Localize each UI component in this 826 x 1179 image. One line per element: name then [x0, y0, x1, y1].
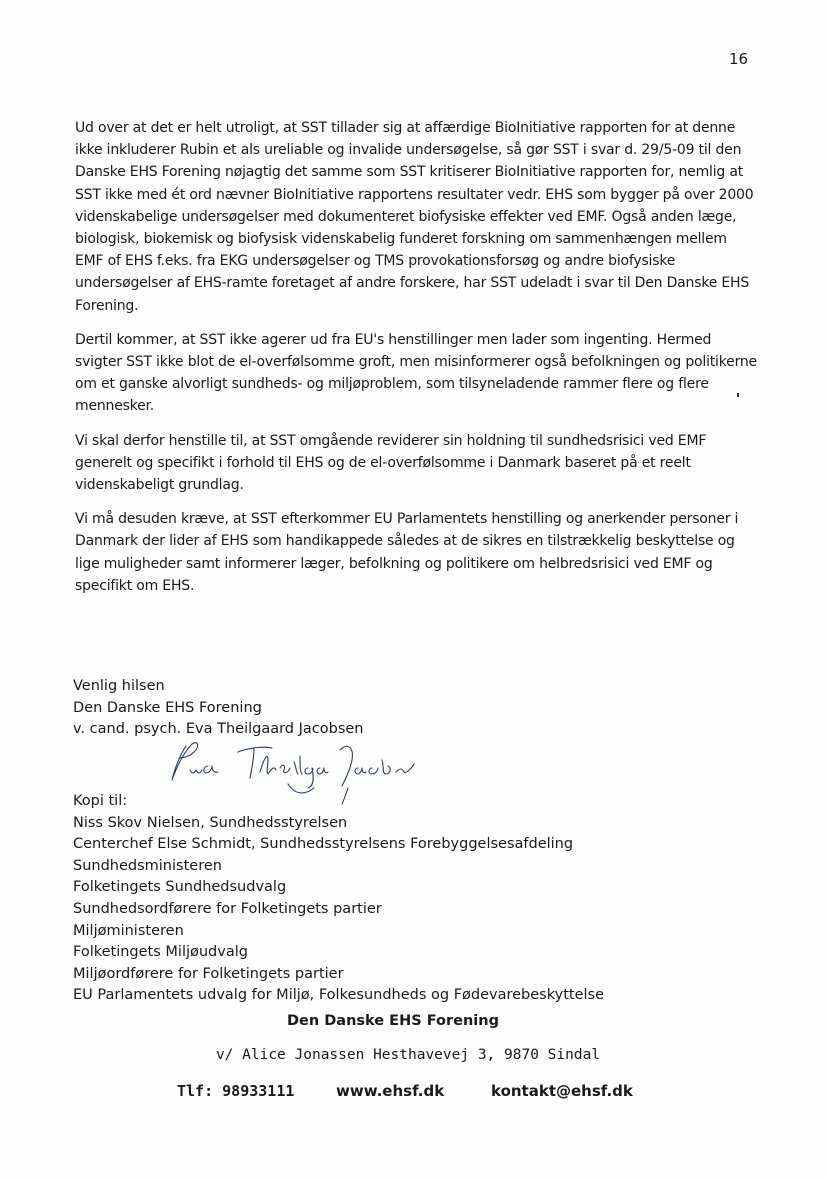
closing-block: [73, 676, 773, 741]
closing-greeting: Venlig hilsen: [73, 678, 165, 694]
list-item: Sundhedsordførere for Folketingets partier: [73, 900, 382, 917]
list-item: Niss Skov Nielsen, Sundhedsstyrelsen: [73, 814, 348, 831]
list-item: EU Parlamentets udvalg for Miljø, Folkesundheds og Fødevarebeskyttelse: [73, 987, 604, 1004]
list-item: Centerchef Else Schmidt, Sundhedsstyrelsens Forebyggelsesafdeling: [73, 836, 574, 853]
paragraph: Ud over at det er helt utroligt, at SST tillader sig at affærdige BioInitiative rapporten for at denne ikke inkluderer Rubin et als ureliable og invalide undersøgelse, så gør SST i svar d. 29/5-09 til den Danske EHS Forening nøjagtig det samme som SST kritiserer BioInitiative rapporten for, nemlig at SST ikke med ét ord nævner BioInitiative rapportens resultater vedr. EHS som bygger på over 2000 videnskabelige undersøgelser med dokumenteret biofysiske effekter ved EMF. Også anden læge, biologisk, biokemisk og biofysisk videnskabelig funderet forskning om sammenhængen mellem EMF of EHS f.eks. fra EKG undersøgelser og TMS provokationsforsøg og andre biofysiske undersøgelser af EHS-ramte foretaget af andre forskere, har SST udeladt i svar til Den Danske EHS Forening.: [75, 120, 754, 314]
list-item: Miljøordførere for Folketingets partier: [73, 965, 344, 982]
list-item: Miljøministeren: [73, 922, 184, 939]
footer-phone: Tlf: 98933111: [177, 1082, 295, 1100]
copy-recipients: [73, 791, 773, 1007]
list-item: Sundhedsministeren: [73, 857, 222, 874]
paragraph: Vi må desuden kræve, at SST efterkommer EU Parlamentets henstilling og anerkender personer i Danmark der lider af EHS som handikappede således at de sikres en tilstrækkelig beskyttelse og lige muligheder samt informerer læger, befolkning og politikere om helbredsrisici ved EMF og specifikt om EHS.: [75, 511, 739, 594]
paragraph: Vi skal derfor henstille til, at SST omgående reviderer sin holdning til sundhedsrisici ved EMF generelt og specifikt i forhold til EHS og de el-overfølsomme i Danmark baseret på et reelt videnskabeligt grundlag.: [75, 432, 707, 494]
list-item: Folketingets Miljøudvalg: [73, 944, 248, 961]
letter-body: [75, 117, 757, 609]
footer-email-link[interactable]: kontakt@ehsf.dk: [491, 1082, 633, 1100]
closing-signer: v. cand. psych. Eva Theilgaard Jacobsen: [73, 721, 364, 737]
list-item: Folketingets Sundhedsudvalg: [73, 879, 287, 896]
paragraph: Dertil kommer, at SST ikke agerer ud fra EU's henstillinger men lader som ingenting. Hermed svigter SST ikke blot de el-overfølsomme groft, men misinformerer også befolkningen og politikerne om et ganske alvorligt sundheds- og miljøproblem, som tilsyneladende rammer flere og flere mennesker.: [75, 331, 757, 415]
footer-organization: Den Danske EHS Forening: [287, 1013, 499, 1029]
footer-address: v/ Alice Jonassen Hesthavevej 3, 9870 Sindal: [215, 1047, 601, 1063]
footer-website-link[interactable]: www.ehsf.dk: [336, 1082, 445, 1100]
closing-organization: Den Danske EHS Forening: [73, 699, 262, 716]
copy-label: Kopi til:: [73, 793, 128, 809]
page-number: 16: [729, 50, 749, 68]
scan-speck: [737, 393, 739, 397]
